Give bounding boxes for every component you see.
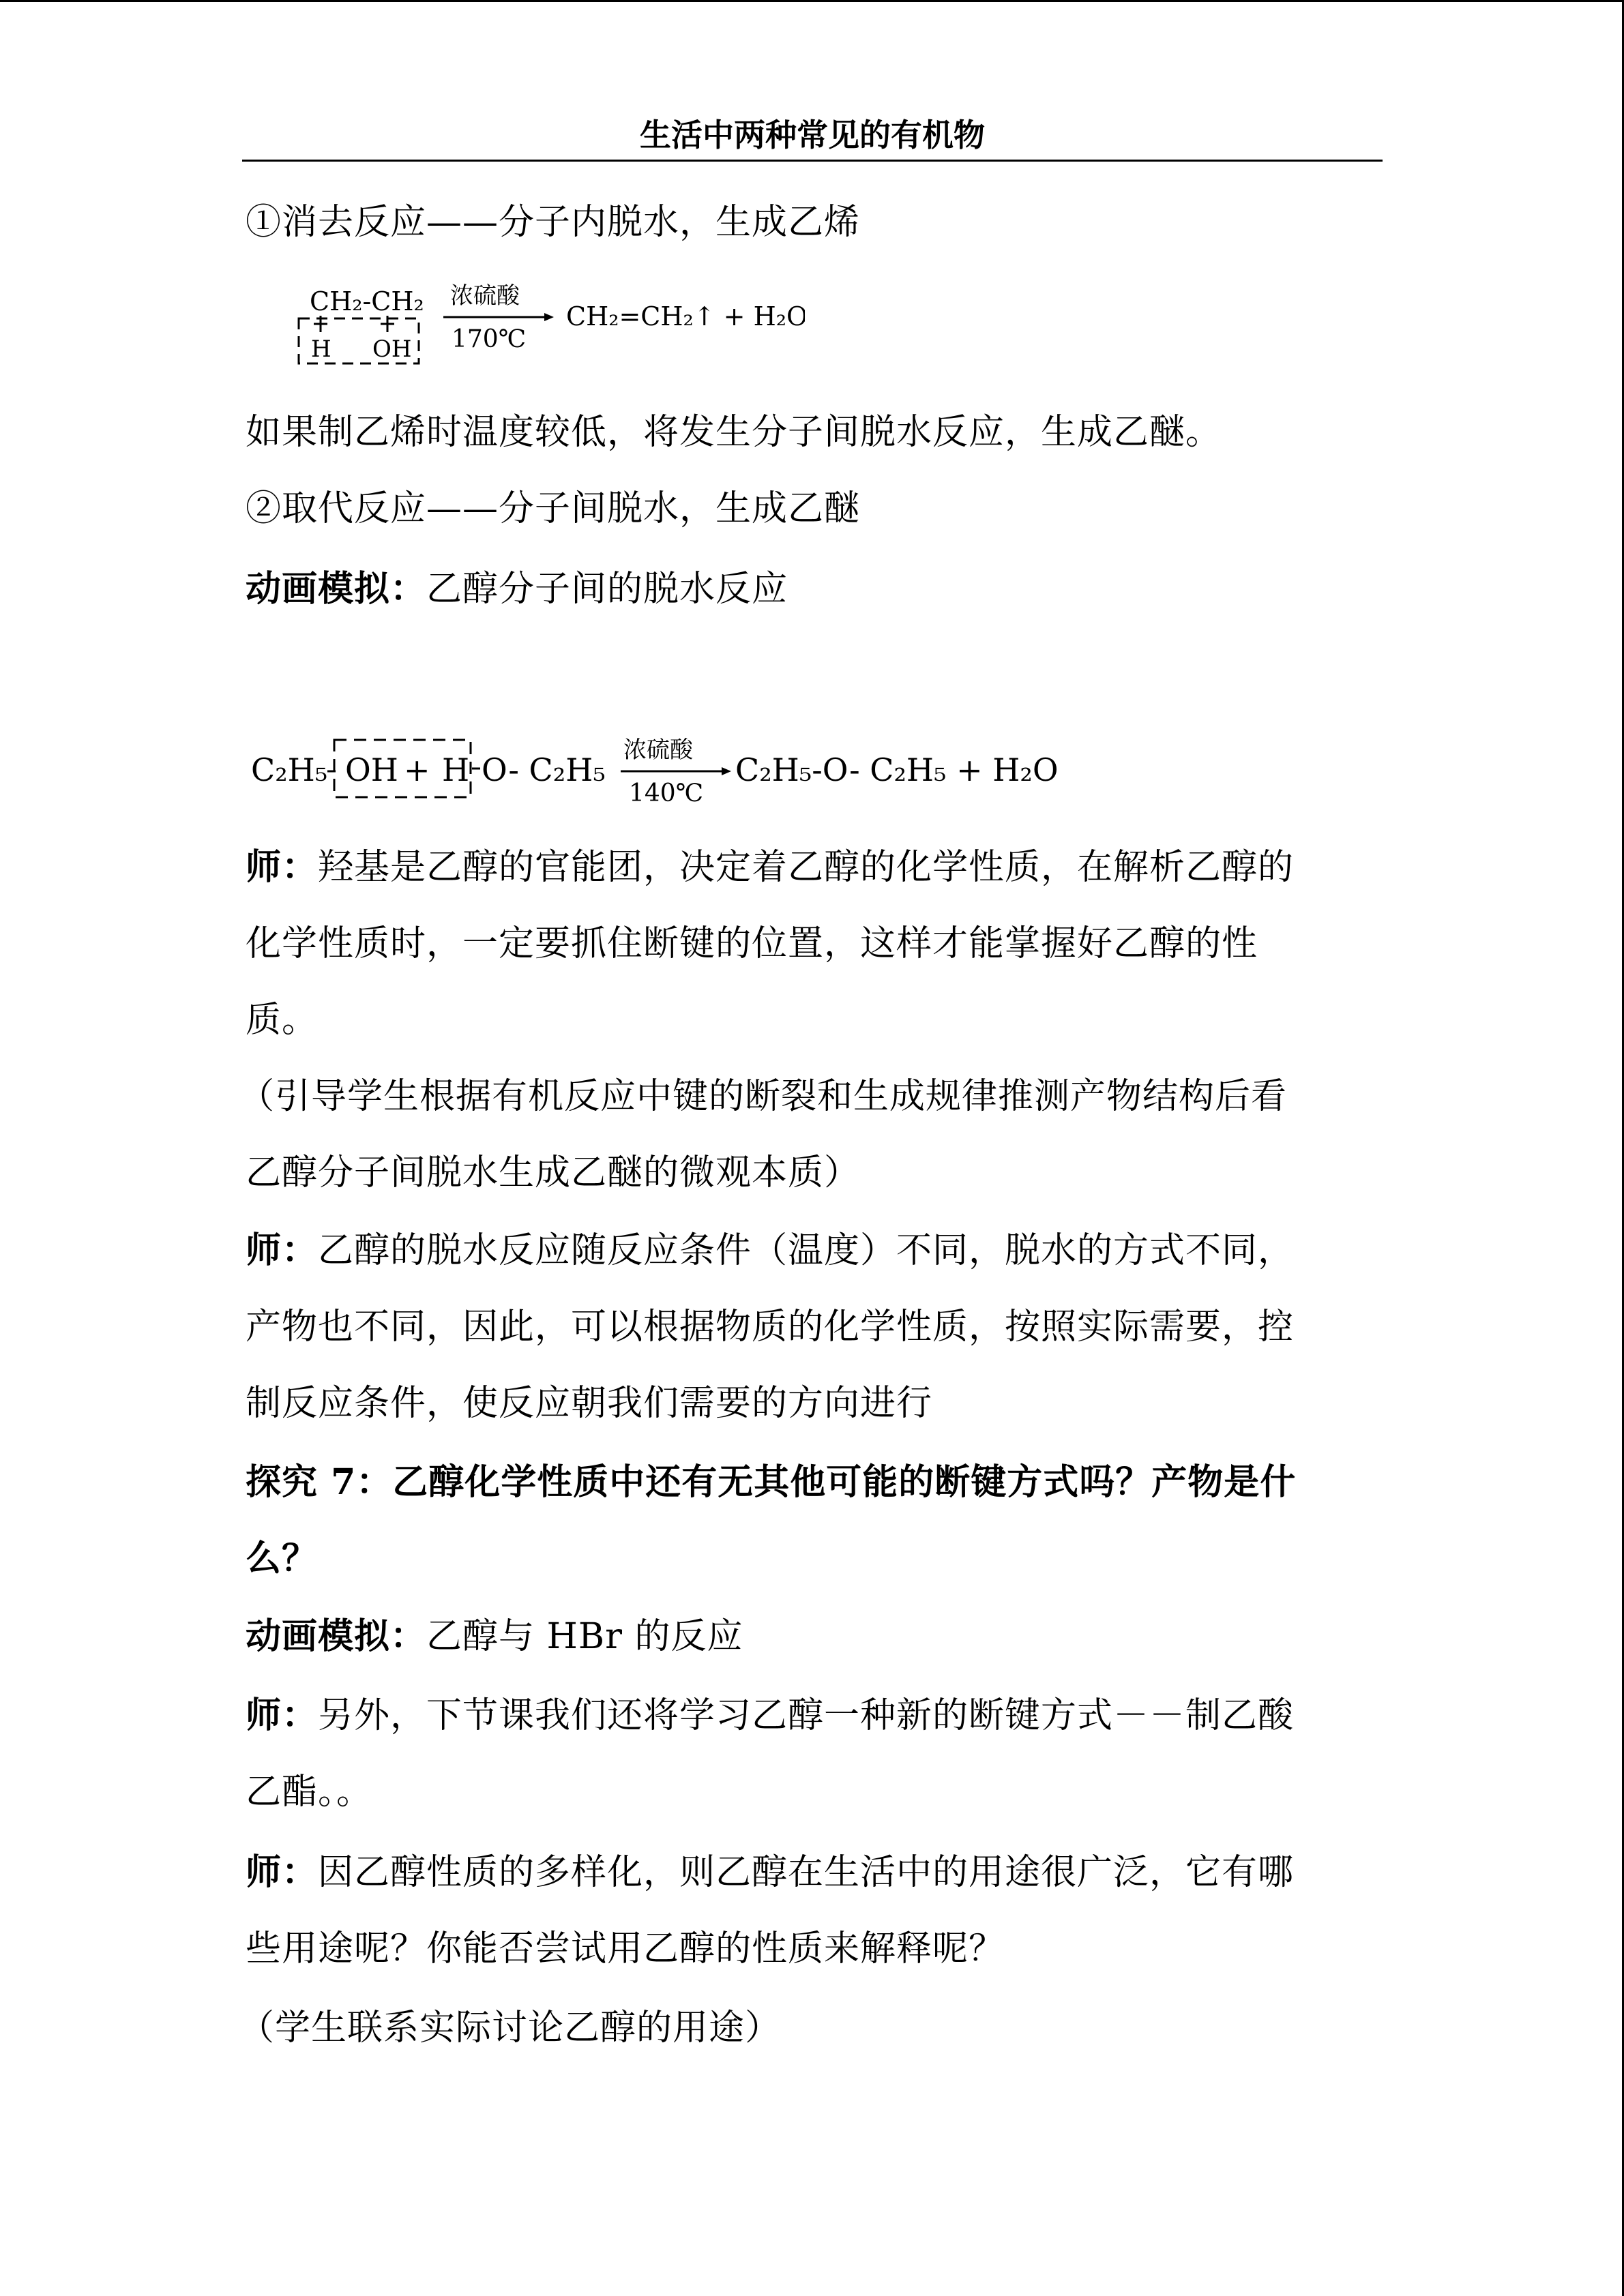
page-header-title: 生活中两种常见的有机物 <box>640 117 985 153</box>
para-teacher-1a: 师：羟基是乙醇的官能团，决定着乙醇的化学性质，在解析乙醇的 <box>246 846 1295 888</box>
para-teacher-4b: 些用途呢？你能否尝试用乙醇的性质来解释呢？ <box>246 1928 1005 1969</box>
eq2-arrow-head <box>722 767 731 775</box>
equation-ether-svg <box>247 733 1065 815</box>
para-explore-7a: 探究 7：乙醇化学性质中还有无其他可能的断键方式吗？产物是什 <box>246 1461 1297 1503</box>
eq2-temp: 140℃ <box>629 779 703 807</box>
line-animation-1 <box>246 551 1364 627</box>
para-teacher-3b: 乙酯。。 <box>246 1772 373 1813</box>
teacher-label: 师： <box>246 846 319 888</box>
eq2-h: H <box>442 751 470 788</box>
line-animation-2 <box>246 1598 1364 1675</box>
eq2-catalyst: 浓硫酸 <box>623 736 693 764</box>
line-elimination: ①消去反应——分子内脱水，生成乙烯 <box>246 202 861 243</box>
animation-text: 乙醇分子间的脱水反应 <box>426 569 788 610</box>
para-students-discuss: （学生联系实际讨论乙醇的用途） <box>239 2008 782 2048</box>
animation-text: 乙醇与 HBr 的反应 <box>426 1616 743 1657</box>
para-teacher-2b: 产物也不同，因此，可以根据物质的化学性质，按照实际需要，控 <box>246 1307 1295 1347</box>
line-substitution: ②取代反应——分子间脱水，生成乙醚 <box>246 488 861 529</box>
eq1-h: H <box>311 336 331 363</box>
eq1-arrow-head <box>544 313 554 321</box>
header-rule <box>242 160 1383 162</box>
animation-label: 动画模拟： <box>246 568 427 610</box>
animation-label: 动画模拟： <box>246 1615 427 1657</box>
para-teacher-3a: 师：另外，下节课我们还将学习乙醇一种新的断键方式－－制乙酸 <box>246 1695 1295 1736</box>
para-teacher-2a: 师：乙醇的脱水反应随反应条件（温度）不同，脱水的方式不同， <box>246 1229 1295 1271</box>
eq1-catalyst: 浓硫酸 <box>450 282 520 310</box>
para-teacher-4a: 师：因乙醇性质的多样化，则乙醇在生活中的用途很广泛，它有哪 <box>246 1851 1295 1893</box>
eq2-right: O- C₂H₅ <box>482 751 606 788</box>
eq2-plus: + <box>404 751 430 788</box>
eq2-oh: OH <box>345 751 398 788</box>
equation-ether <box>247 733 1065 818</box>
page-border-top <box>0 0 1624 2</box>
eq1-oh: OH <box>372 336 412 363</box>
eq1-temp: 170℃ <box>452 325 526 353</box>
para-teacher-1c: 质。 <box>246 1000 319 1041</box>
teacher-label: 师： <box>246 1695 319 1736</box>
para-explore-7b: 么？ <box>246 1538 319 1579</box>
equation-ethylene <box>286 276 805 374</box>
para-teacher-2c: 制反应条件，使反应朝我们需要的方向进行 <box>246 1383 933 1424</box>
teacher-label: 师： <box>246 1851 319 1893</box>
teacher-label: 师： <box>246 1229 319 1271</box>
eq1-product: CH₂=CH₂↑ + H₂O <box>566 301 805 331</box>
eq2-left: C₂H₅ <box>251 751 328 788</box>
para-guide-a: （引导学生根据有机反应中键的断裂和生成规律推测产物结构后看 <box>239 1076 1288 1117</box>
line-low-temp: 如果制乙烯时温度较低，将发生分子间脱水反应，生成乙醚。 <box>246 412 1222 453</box>
para-teacher-1b: 化学性质时，一定要抓住断键的位置，这样才能掌握好乙醇的性 <box>246 923 1258 964</box>
eq1-reactant-top: CH₂-CH₂ <box>310 286 424 316</box>
equation-ethylene-svg <box>286 276 805 372</box>
para-guide-b: 乙醇分子间脱水生成乙醚的微观本质） <box>246 1152 861 1193</box>
eq2-product: C₂H₅-O- C₂H₅ + H₂O <box>735 751 1059 788</box>
